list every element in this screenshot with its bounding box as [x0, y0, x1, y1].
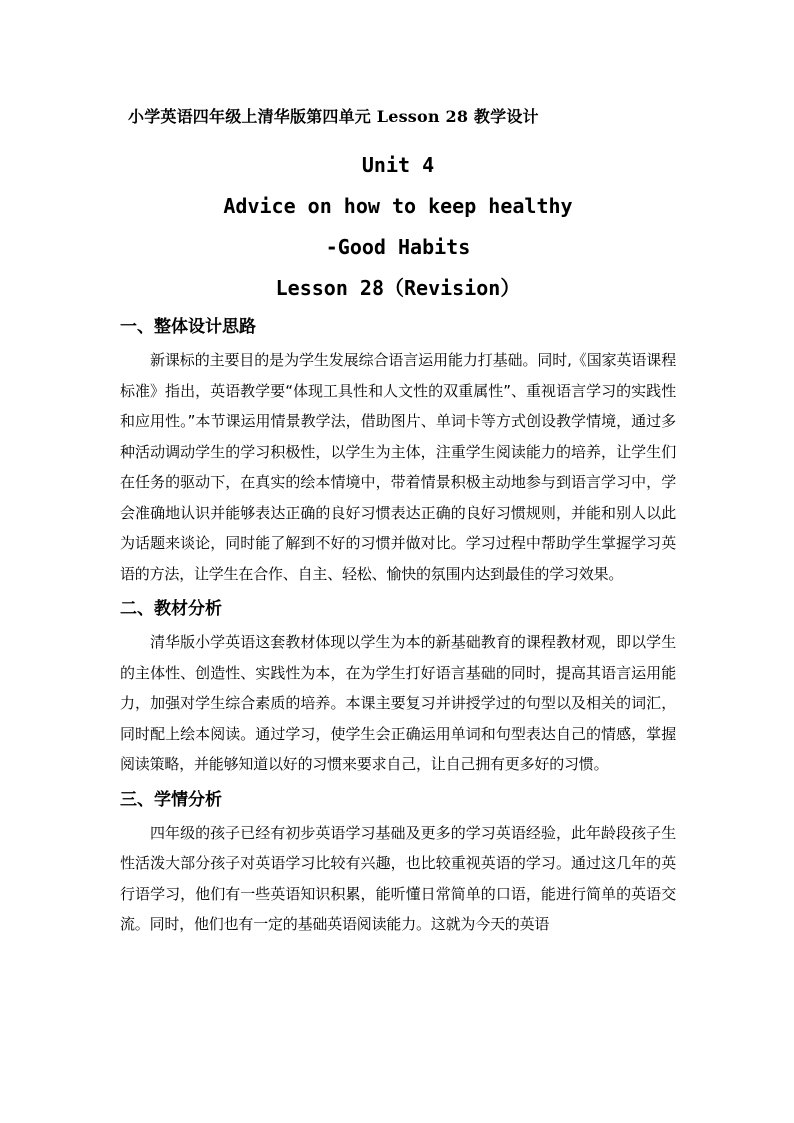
document-page [120, 104, 676, 942]
section-student-analysis [120, 782, 676, 942]
section-heading: 三、学情分析 [120, 789, 222, 810]
topic-heading: Advice on how to keep healthy [223, 194, 573, 218]
unit-heading: Unit 4 [361, 153, 435, 177]
section-heading: 二、教材分析 [120, 599, 222, 619]
section-paragraph: 四年级的孩子已经有初步英语学习基础及更多的学习英语经验，此年龄段孩子生性活泼大部分孩子对英语学习比较有兴趣，也比较重视英语的学习。通过这几年的英行语学习，他们有一些英语知识积累，能听懂日常简单的口语，能进行简单的英语交流。同时，他们也有一定的基础英语阅读能力。这就为今天的英语 [120, 823, 676, 933]
section-textbook-analysis [120, 591, 676, 782]
section-paragraph: 清华版小学英语这套教材体现以学生为本的新基础教育的课程教材观，即以学生的主体性、创造性、实践性为本，在为学生打好语言基础的同时，提高其语言运用能力，加强对学生综合素质的培养。本课主要复习并讲授学过的句型以及相关的词汇，同时配上绘本阅读。通过学习，使学生会正确运用单词和句型表达自己的情感，掌握阅读策略，并能够知道以好的习惯来要求自己，让自己拥有更多好的习惯。 [120, 633, 676, 773]
section-heading: 一、整体设计思路 [120, 317, 256, 337]
lesson-heading: Lesson 28（Revision） [275, 276, 521, 300]
section-paragraph: 新课标的主要目的是为学生发展综合语言运用能力打基础。同时,《国家英语课程标准》指出，英语教学要“体现工具性和人文性的双重属性”、重视语言学习的实践性和应用性。”本节课运用情景教学法，借助图片、单词卡等方式创设教学情境，通过多种活动调动学生的学习积极性，以学生为主体，注重学生阅读能力的培养，让学生们在任务的驱动下，在真实的绘本情境中，带着情景积极主动地参与到语言学习中，学会准确地认识并能够表达正确的良好习惯表达正确的良好习惯规则，并能和别人以此为话题来谈论，同时能了解到不好的习惯并做对比。学习过程中帮助学生掌握学习英语的方法，让学生在合作、自主、轻松、愉快的氛围内达到最佳的学习效果。 [120, 351, 676, 583]
document-title: 小学英语四年级上清华版第四单元 Lesson 28 教学设计 [128, 107, 539, 126]
subtopic-heading: -Good Habits [325, 235, 471, 259]
section-overall-design [120, 309, 676, 591]
